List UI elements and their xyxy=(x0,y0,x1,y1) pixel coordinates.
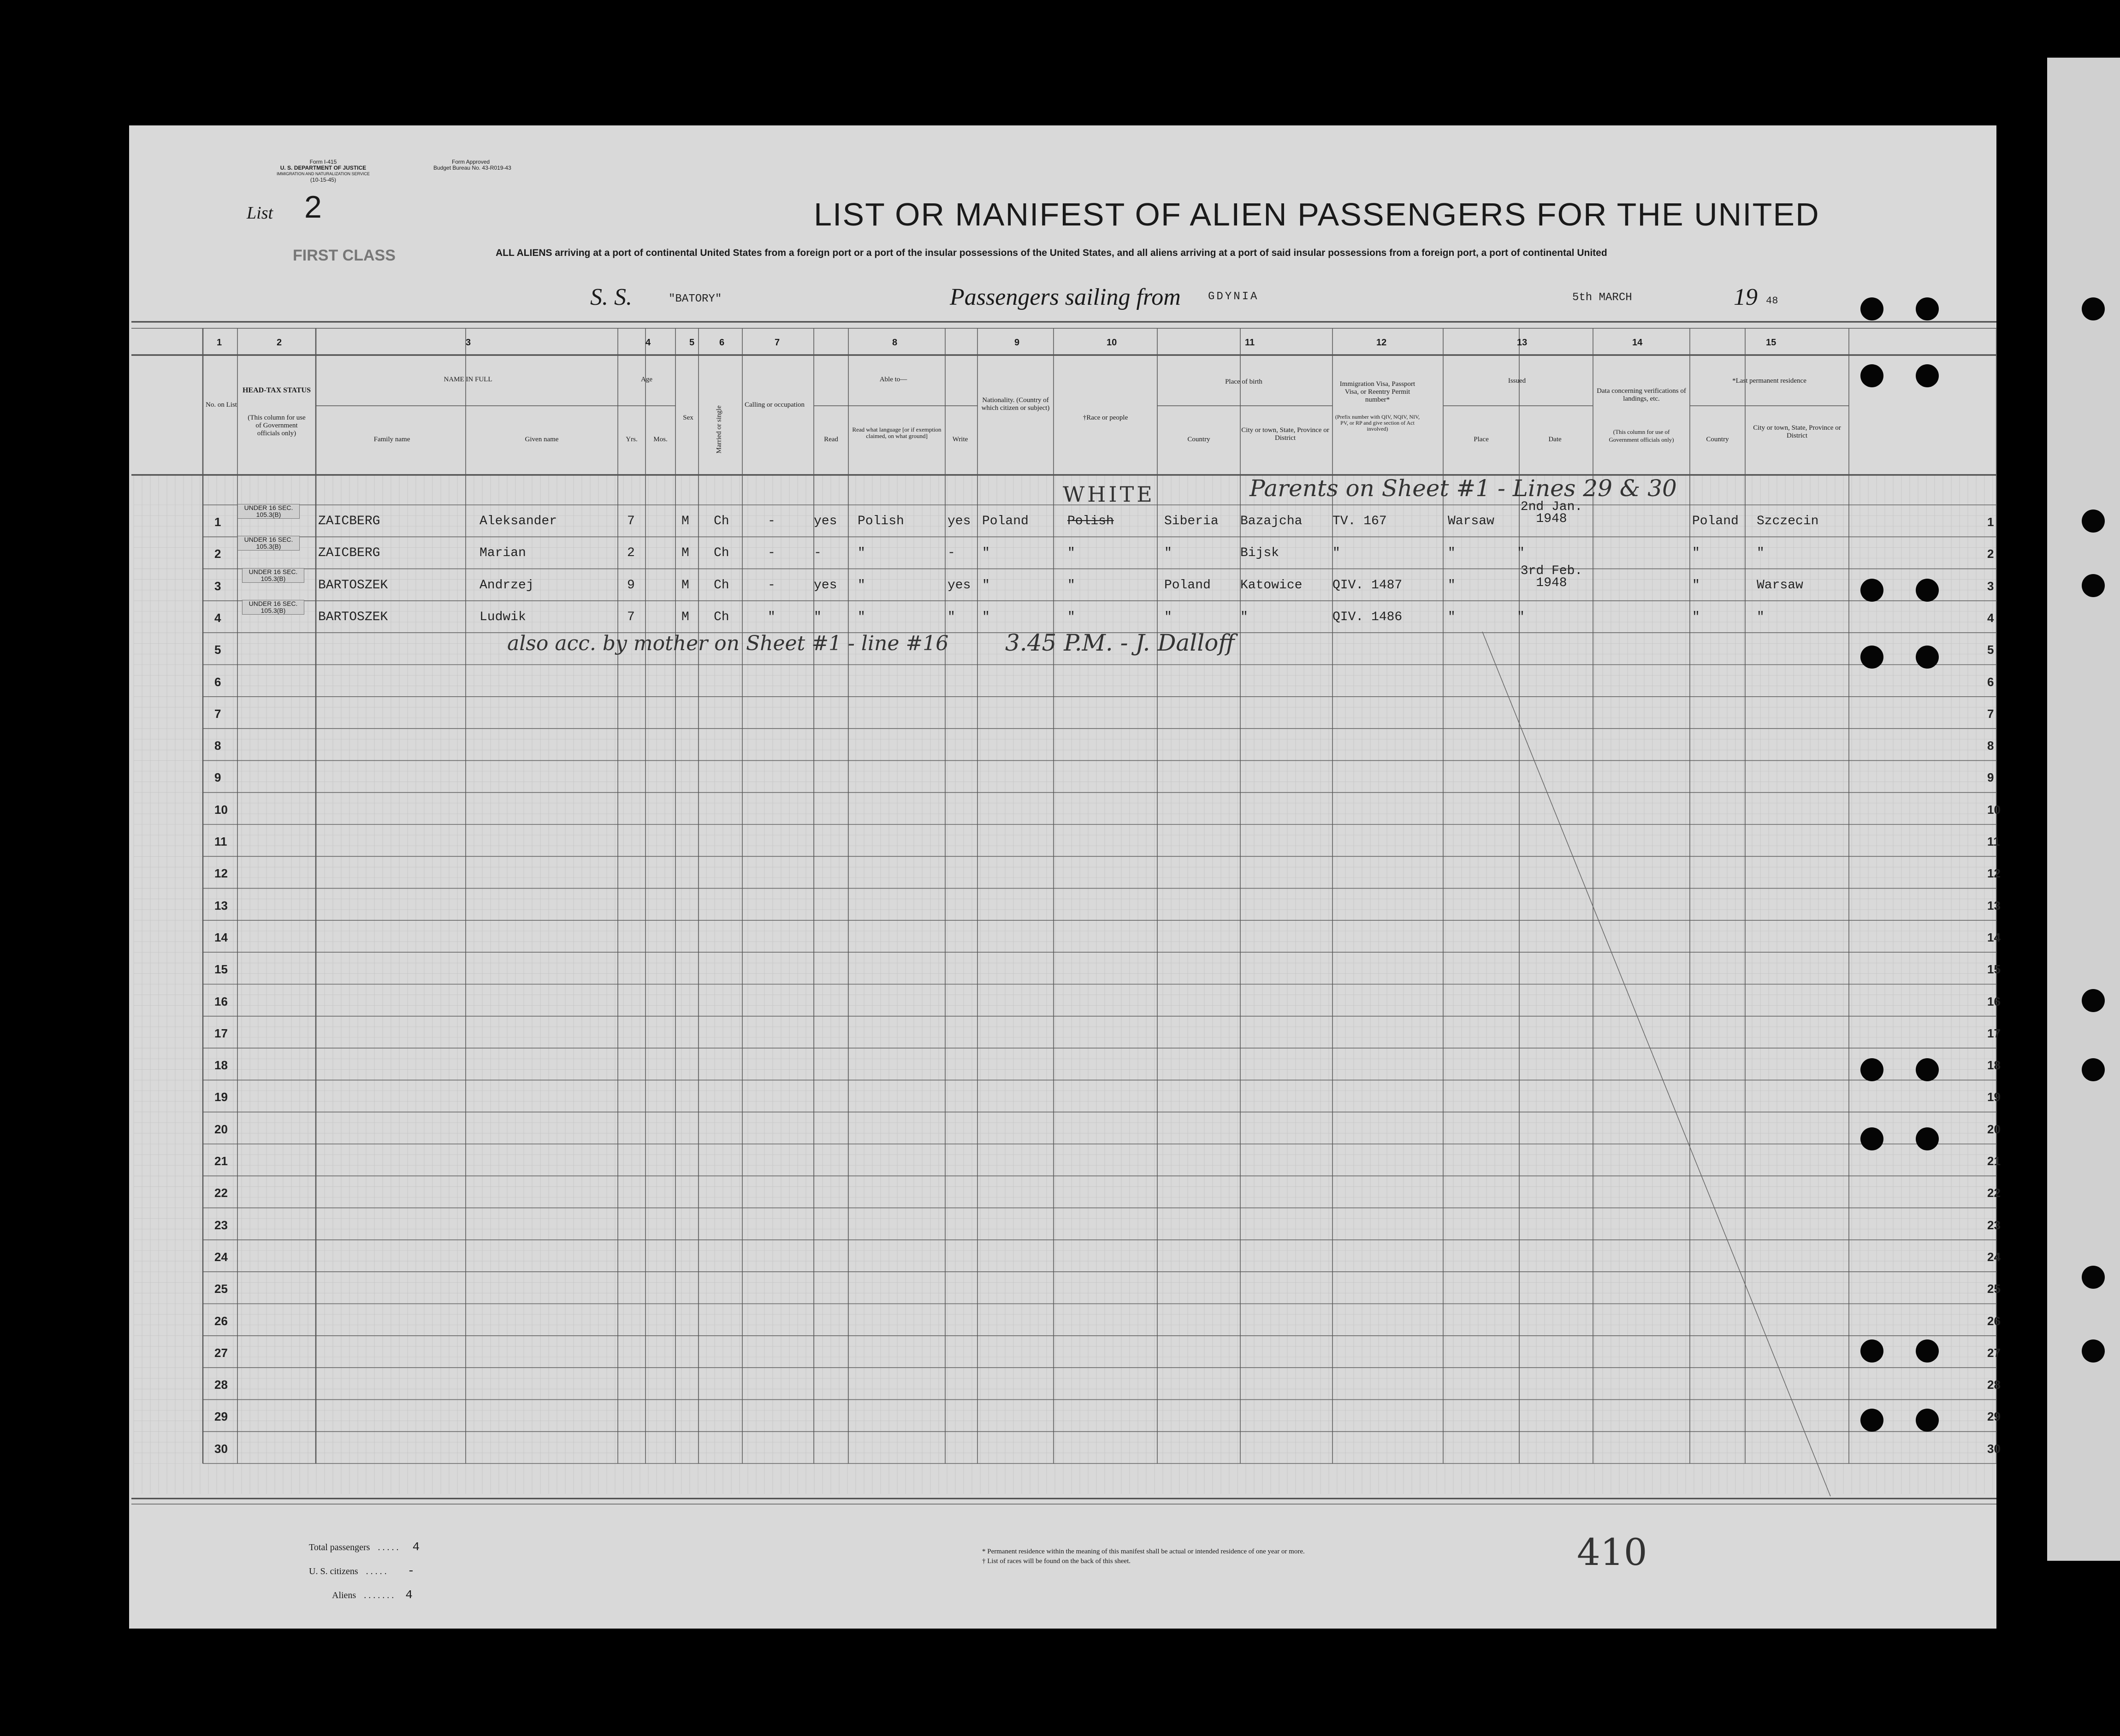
ship-name: "BATORY" xyxy=(669,293,722,305)
passenger-write: yes xyxy=(947,514,971,528)
header-issued: Issued xyxy=(1508,377,1526,385)
header-last-residence: *Last permanent residence xyxy=(1732,377,1806,385)
row-number-left: 27 xyxy=(214,1345,228,1360)
header-able-to: Able to— xyxy=(879,376,907,383)
passenger-issued-place: Warsaw xyxy=(1448,514,1494,528)
passenger-issued-place: " xyxy=(1448,610,1456,624)
passenger-marital: Ch xyxy=(714,578,729,592)
passenger-nationality: " xyxy=(982,578,990,592)
row-number-right: 1 xyxy=(1987,515,1994,529)
column-number: 6 xyxy=(719,338,725,348)
passenger-language: " xyxy=(858,578,865,592)
punch-hole xyxy=(1916,364,1939,387)
column-number: 8 xyxy=(892,338,898,348)
form-date-code: (10-15-45) xyxy=(310,177,336,183)
passenger-visa: QIV. 1487 xyxy=(1332,578,1403,592)
punch-hole xyxy=(1860,1058,1883,1081)
passenger-calling: - xyxy=(768,514,776,528)
total-passengers-value: 4 xyxy=(412,1540,420,1554)
column-number: 14 xyxy=(1632,338,1643,348)
passenger-lr-country: Poland xyxy=(1692,514,1739,528)
passenger-race: " xyxy=(1067,610,1075,624)
departure-port: GDYNIA xyxy=(1208,290,1259,303)
header-birth-city: City or town, State, Province or District xyxy=(1241,427,1329,442)
passenger-lr-country: " xyxy=(1692,546,1700,561)
passenger-family-name: ZAICBERG xyxy=(318,514,380,528)
budget-block xyxy=(433,159,511,171)
passenger-language: " xyxy=(858,546,865,561)
punch-hole xyxy=(1916,1058,1939,1081)
passenger-sex: M xyxy=(681,578,689,592)
passenger-nationality: " xyxy=(982,546,990,561)
header-issued-date: Date xyxy=(1548,436,1562,443)
row-number-left: 16 xyxy=(214,994,228,1008)
header-age: Age xyxy=(641,376,652,383)
row-number-left: 25 xyxy=(214,1282,228,1296)
passenger-birth-city: Katowice xyxy=(1240,578,1303,592)
punch-hole xyxy=(2082,989,2105,1012)
header-nationality: Nationality. (Country of which citizen or subject) xyxy=(981,397,1050,412)
handwritten-time-note: 3.45 P.M. - J. Dalloff xyxy=(1005,629,1235,656)
row-number-left: 17 xyxy=(214,1026,228,1040)
header-head-tax: HEAD-TAX STATUS xyxy=(242,386,311,394)
row-number-left: 11 xyxy=(214,835,227,848)
column-number: 5 xyxy=(689,338,695,348)
row-number-right: 28 xyxy=(1987,1378,2001,1392)
column-number: 7 xyxy=(775,338,780,348)
passenger-read: - xyxy=(814,546,822,561)
row-number-right: 7 xyxy=(1987,706,1994,721)
row-number-left: 23 xyxy=(214,1218,228,1232)
column-number: 15 xyxy=(1766,338,1777,348)
passenger-nationality: Poland xyxy=(982,514,1029,528)
column-number: 11 xyxy=(1245,338,1255,348)
row-number-left: 1 xyxy=(214,515,221,529)
punch-hole xyxy=(1860,364,1883,387)
passenger-birth-city: Bijsk xyxy=(1240,546,1279,561)
passenger-read: " xyxy=(814,610,822,624)
passenger-write: " xyxy=(947,610,955,624)
row-number-right: 23 xyxy=(1987,1218,2001,1232)
passenger-marital: Ch xyxy=(714,610,729,624)
passenger-age-years: 2 xyxy=(627,546,635,561)
year-suffix: 48 xyxy=(1766,295,1778,307)
column-number: 10 xyxy=(1107,338,1117,348)
header-read-language: Read what language [or if exemption claimed, on what ground] xyxy=(852,426,942,439)
passenger-race: Polish xyxy=(1067,514,1114,528)
ss-label: S. S. xyxy=(590,284,632,310)
row-number-left: 15 xyxy=(214,962,228,977)
year-prefix: 19 xyxy=(1734,284,1758,310)
punch-hole xyxy=(1860,579,1883,602)
row-number-left: 30 xyxy=(214,1441,228,1456)
punch-hole xyxy=(1860,1339,1883,1363)
passenger-given-name: Ludwik xyxy=(480,610,526,624)
column-number: 3 xyxy=(466,338,471,348)
punch-hole xyxy=(1860,1127,1883,1150)
passenger-age-years: 7 xyxy=(627,610,635,624)
row-number-left: 24 xyxy=(214,1250,228,1264)
row-number-right: 11 xyxy=(1987,835,2000,848)
head-tax-stamp: UNDER 16 SEC. 105.3(B) xyxy=(237,536,300,551)
passenger-calling: - xyxy=(768,546,776,561)
header-issued-place: Place xyxy=(1474,436,1489,443)
total-passengers: Total passengers . . . . . 4 xyxy=(309,1540,420,1554)
row-number-right: 15 xyxy=(1987,962,2001,977)
passenger-language: Polish xyxy=(858,514,904,528)
passenger-marital: Ch xyxy=(714,514,729,528)
row-number-left: 4 xyxy=(214,610,221,625)
passenger-race: " xyxy=(1067,546,1075,561)
passenger-family-name: BARTOSZEK xyxy=(318,578,388,592)
class-stamp: FIRST CLASS xyxy=(293,247,396,264)
row-number-right: 29 xyxy=(1987,1410,2001,1424)
form-id-block xyxy=(277,159,370,183)
row-number-right: 19 xyxy=(1987,1090,2001,1104)
row-number-left: 8 xyxy=(214,739,221,753)
row-number-right: 21 xyxy=(1987,1154,2001,1168)
passenger-language: " xyxy=(858,610,865,624)
row-number-right: 12 xyxy=(1987,866,2001,881)
handwritten-race-note: WHITE xyxy=(1063,482,1155,507)
row-number-right: 24 xyxy=(1987,1250,2001,1264)
row-number-right: 18 xyxy=(1987,1058,2001,1072)
row-number-left: 2 xyxy=(214,547,221,561)
us-citizens-value: - xyxy=(407,1564,415,1578)
passenger-issued-place: " xyxy=(1448,546,1456,561)
footnote-residence: * Permanent residence within the meaning of this manifest shall be actual or intended residence of one year or more. xyxy=(982,1548,1305,1555)
column-number: 1 xyxy=(217,338,222,348)
punch-hole xyxy=(2082,297,2105,320)
header-read: Read xyxy=(824,436,838,443)
passenger-lr-country: " xyxy=(1692,578,1700,592)
passenger-visa: TV. 167 xyxy=(1332,514,1387,528)
passenger-write: - xyxy=(947,546,955,561)
passenger-issued-date: 2nd Jan. 1948 xyxy=(1520,500,1583,526)
passenger-birth-country: Siberia xyxy=(1164,514,1219,528)
row-number-left: 12 xyxy=(214,866,228,881)
aliens-total: Aliens . . . . . . . 4 xyxy=(332,1588,413,1602)
aliens-label: Aliens xyxy=(332,1590,356,1600)
passenger-birth-country: " xyxy=(1164,546,1172,561)
row-number-right: 8 xyxy=(1987,739,1994,753)
header-family-name: Family name xyxy=(373,436,410,443)
row-number-left: 5 xyxy=(214,643,221,657)
row-number-left: 19 xyxy=(214,1090,228,1104)
aliens-value: 4 xyxy=(405,1588,413,1602)
passenger-lr-city: " xyxy=(1757,546,1765,561)
header-birth-country: Country xyxy=(1187,436,1210,443)
header-visa: Immigration Visa, Passport Visa, or Reentry Permit number* xyxy=(1339,380,1415,403)
punch-hole xyxy=(2082,1058,2105,1081)
passenger-read: yes xyxy=(814,578,837,592)
passenger-birth-city: " xyxy=(1240,610,1248,624)
row-number-right: 25 xyxy=(1987,1282,2001,1296)
row-number-right: 16 xyxy=(1987,994,2001,1008)
form-approved: Form Approved xyxy=(452,159,490,165)
header-race: †Race or people xyxy=(1083,414,1128,421)
passenger-given-name: Aleksander xyxy=(480,514,557,528)
header-data-concerning: Data concerning verifications of landings, etc. xyxy=(1597,387,1686,403)
row-number-left: 7 xyxy=(214,706,221,721)
punch-hole xyxy=(1860,646,1883,669)
header-data-note: (This column for use of Government officials only) xyxy=(1609,428,1674,443)
list-label: List xyxy=(247,203,273,223)
header-married: Married or single xyxy=(715,405,723,454)
sailing-date: 5th MARCH xyxy=(1572,291,1632,304)
passenger-read: yes xyxy=(814,514,837,528)
row-number-left: 14 xyxy=(214,930,228,944)
budget-number: Budget Bureau No. 43-R019-43 xyxy=(433,165,511,171)
header-place-of-birth: Place of birth xyxy=(1225,378,1262,385)
passenger-birth-country: " xyxy=(1164,610,1172,624)
row-number-right: 2 xyxy=(1987,547,1994,561)
punch-hole xyxy=(2082,574,2105,597)
total-passengers-label: Total passengers xyxy=(309,1542,370,1552)
passenger-lr-city: Warsaw xyxy=(1757,578,1803,592)
row-number-left: 6 xyxy=(214,675,221,689)
column-number: 4 xyxy=(645,338,651,348)
row-number-right: 27 xyxy=(1987,1345,2001,1360)
passenger-given-name: Andrzej xyxy=(480,578,534,592)
row-number-left: 13 xyxy=(214,898,228,912)
header-lr-country: Country xyxy=(1706,436,1729,443)
row-number-left: 20 xyxy=(214,1122,228,1136)
punch-hole xyxy=(1916,579,1939,602)
head-tax-stamp: UNDER 16 SEC. 105.3(B) xyxy=(242,568,304,583)
list-number: 2 xyxy=(304,190,322,225)
column-number: 9 xyxy=(1014,338,1020,348)
passenger-family-name: BARTOSZEK xyxy=(318,610,388,624)
row-number-right: 13 xyxy=(1987,898,2001,912)
column-number: 2 xyxy=(277,338,282,348)
row-number-right: 20 xyxy=(1987,1122,2001,1136)
page-title: LIST OR MANIFEST OF ALIEN PASSENGERS FOR THE UNITED xyxy=(814,196,1820,232)
header-lr-city: City or town, State, Province or District xyxy=(1753,424,1841,439)
header-write: Write xyxy=(952,436,968,443)
row-number-right: 22 xyxy=(1987,1186,2001,1200)
department-name: U. S. DEPARTMENT OF JUSTICE xyxy=(280,165,367,171)
row-number-right: 3 xyxy=(1987,579,1994,593)
row-number-left: 22 xyxy=(214,1186,228,1200)
passenger-sex: M xyxy=(681,514,689,528)
passenger-calling: " xyxy=(768,610,776,624)
footnote-races: † List of races will be found on the back of this sheet. xyxy=(982,1558,1131,1565)
passenger-calling: - xyxy=(768,578,776,592)
header-sex: Sex xyxy=(683,414,693,421)
sailing-label: Passengers sailing from xyxy=(950,284,1181,310)
form-number: Form I-415 xyxy=(309,159,337,165)
passenger-nationality: " xyxy=(982,610,990,624)
passenger-visa: QIV. 1486 xyxy=(1332,610,1403,624)
us-citizens-label: U. S. citizens xyxy=(309,1566,358,1576)
row-number-left: 28 xyxy=(214,1378,228,1392)
handwritten-accompanied-note: also acc. by mother on Sheet #1 - line #16 xyxy=(507,632,949,655)
punch-hole xyxy=(1916,646,1939,669)
punch-hole xyxy=(1916,1339,1939,1363)
row-number-left: 26 xyxy=(214,1314,228,1328)
passenger-issued-date: " xyxy=(1517,546,1525,561)
row-number-right: 14 xyxy=(1987,930,2001,944)
row-number-right: 4 xyxy=(1987,610,1994,625)
head-tax-stamp: UNDER 16 SEC. 105.3(B) xyxy=(242,600,304,615)
us-citizens: U. S. citizens . . . . . - xyxy=(309,1564,415,1578)
punch-hole xyxy=(2082,1339,2105,1363)
header-yrs: Yrs. xyxy=(626,436,638,443)
passenger-lr-country: " xyxy=(1692,610,1700,624)
row-number-right: 30 xyxy=(1987,1441,2001,1456)
row-number-right: 10 xyxy=(1987,802,2001,817)
passenger-family-name: ZAICBERG xyxy=(318,546,380,561)
passenger-age-years: 9 xyxy=(627,578,635,592)
row-number-left: 18 xyxy=(214,1058,228,1072)
passenger-write: yes xyxy=(947,578,971,592)
handwritten-page-number: 410 xyxy=(1577,1531,1647,1574)
passenger-race: " xyxy=(1067,578,1075,592)
passenger-given-name: Marian xyxy=(480,546,526,561)
row-number-right: 5 xyxy=(1987,643,1994,657)
passenger-visa: " xyxy=(1332,546,1340,561)
row-number-left: 3 xyxy=(214,579,221,593)
row-number-right: 9 xyxy=(1987,770,1994,785)
row-number-left: 29 xyxy=(214,1410,228,1424)
punch-hole xyxy=(1916,297,1939,320)
passenger-sex: M xyxy=(681,610,689,624)
passenger-issued-place: " xyxy=(1448,578,1456,592)
service-name: IMMIGRATION AND NATURALIZATION SERVICE xyxy=(277,172,370,176)
row-number-right: 17 xyxy=(1987,1026,2001,1040)
header-name-in-full: NAME IN FULL xyxy=(444,376,492,383)
passenger-issued-date: 3rd Feb. 1948 xyxy=(1520,563,1583,590)
passenger-marital: Ch xyxy=(714,546,729,561)
column-number: 12 xyxy=(1376,338,1387,348)
row-number-right: 26 xyxy=(1987,1314,2001,1328)
punch-hole xyxy=(2082,1266,2105,1289)
header-given-name: Given name xyxy=(525,436,559,443)
passenger-lr-city: Szczecin xyxy=(1757,514,1819,528)
head-tax-stamp: UNDER 16 SEC. 105.3(B) xyxy=(237,504,300,519)
header-calling: Calling or occupation xyxy=(745,401,805,409)
header-no-on-list: No. on List xyxy=(206,401,237,409)
row-number-left: 10 xyxy=(214,802,228,817)
row-number-left: 9 xyxy=(214,770,221,785)
handwritten-parents-note: Parents on Sheet #1 - Lines 29 & 30 xyxy=(1249,475,1677,502)
passenger-age-years: 7 xyxy=(627,514,635,528)
punch-hole xyxy=(1860,1409,1883,1432)
column-number: 13 xyxy=(1517,338,1528,348)
passenger-birth-country: Poland xyxy=(1164,578,1211,592)
punch-hole xyxy=(2082,510,2105,533)
header-visa-note: (Prefix number with QIV, NQIV, NIV, PV, or RP and give section of Act involved) xyxy=(1335,414,1420,432)
header-head-tax-note: (This column for use of Government officials only) xyxy=(248,414,306,437)
punch-hole xyxy=(1916,1127,1939,1150)
passenger-lr-city: " xyxy=(1757,610,1765,624)
header-mos: Mos. xyxy=(653,436,668,443)
passenger-sex: M xyxy=(681,546,689,561)
punch-hole xyxy=(1860,297,1883,320)
punch-hole xyxy=(1916,1409,1939,1432)
row-number-right: 6 xyxy=(1987,675,1994,689)
page-subtitle: ALL ALIENS arriving at a port of continental United States from a foreign port or a port of the insular possessions of the United States, and all aliens arriving at a port of said insular possessions from a foreign port, a port of continental United xyxy=(496,248,1607,258)
row-number-left: 21 xyxy=(214,1154,228,1168)
passenger-issued-date: " xyxy=(1517,610,1525,624)
passenger-birth-city: Bazajcha xyxy=(1240,514,1303,528)
